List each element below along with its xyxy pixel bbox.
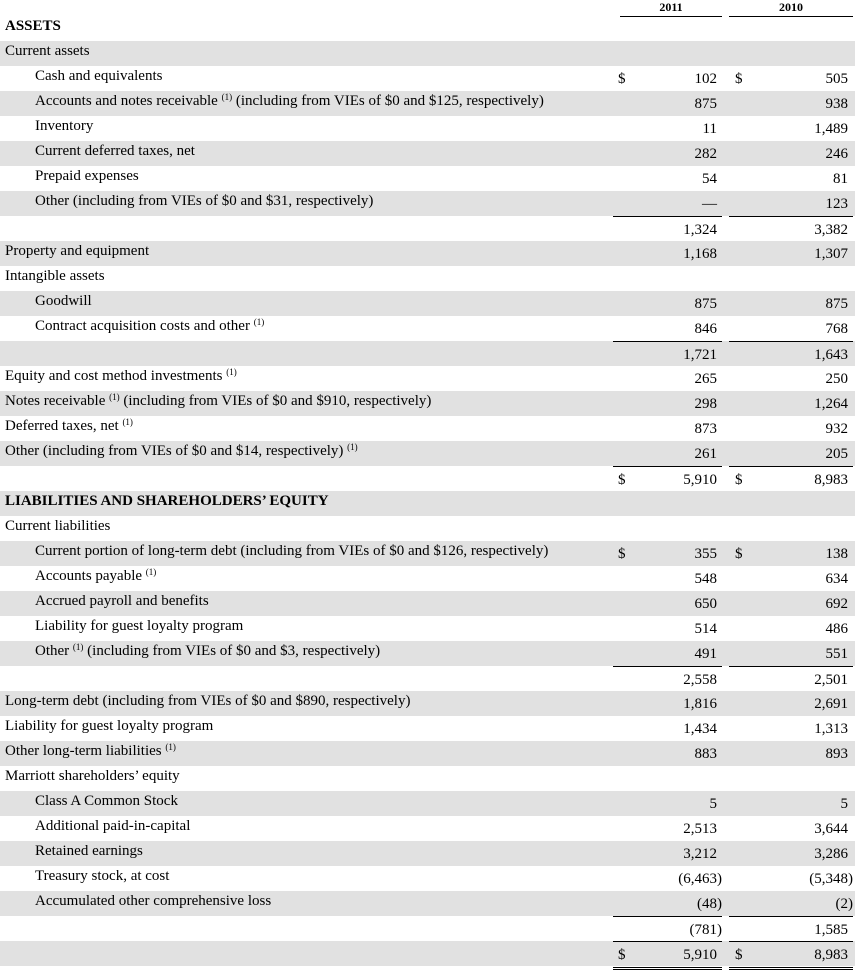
line-label: [35, 643, 380, 660]
line-item-contract-acquisition-costs-and-other: [0, 316, 855, 341]
label-text: Liability for guest loyalty program: [35, 618, 244, 634]
amount-cell-2010: [729, 541, 853, 566]
amount-value: 2,513: [683, 821, 717, 837]
line-item-other-including-from-vies-of-0-and-14-respectively: [0, 441, 855, 466]
amount-value: 768: [825, 321, 848, 337]
line-item-total: [0, 466, 855, 491]
section-heading-liabilities-and-shareholders-equity: [0, 491, 855, 516]
amount-value: 3,644: [814, 821, 848, 837]
label-text: Retained earnings: [35, 843, 143, 859]
label-text: Class A Common Stock: [35, 793, 178, 809]
label-text: Accumulated other comprehensive loss: [35, 893, 272, 909]
line-label: [5, 43, 90, 60]
amount-cell-2011: [613, 416, 722, 441]
amount-value: 1,721: [683, 347, 717, 363]
amount-cell-2010: [729, 191, 853, 216]
amount-cell-2010: [729, 716, 853, 741]
footnote-marker: (1): [253, 317, 265, 327]
line-label: [35, 193, 373, 210]
amount-cell-2011: [613, 166, 722, 191]
line-item-accounts-payable: [0, 566, 855, 591]
amount-value: 846: [694, 321, 717, 337]
line-label: [35, 868, 169, 885]
line-item-long-term-debt-including-from-vies-of-0-and-890-respectively: [0, 691, 855, 716]
line-item-cash-and-equivalents: [0, 66, 855, 91]
footnote-marker: (1): [347, 442, 358, 452]
line-item-inventory: [0, 116, 855, 141]
label-text: Current liabilities: [5, 518, 111, 534]
amount-cell-2010: [729, 841, 853, 866]
label-text: Inventory: [35, 118, 94, 134]
line-item-liability-for-guest-loyalty-program: [0, 616, 855, 641]
amount-cell-2011: [613, 916, 722, 942]
amount-cell-2011: [613, 116, 722, 141]
amount-cell-2011: [613, 91, 722, 116]
amount-value: 883: [694, 746, 717, 762]
line-label: [35, 893, 271, 910]
line-label: [35, 843, 143, 860]
amount-value: 938: [825, 96, 848, 112]
line-item-property-and-equipment: [0, 241, 855, 266]
footnote-marker: (1): [122, 417, 133, 427]
amount-value: 692: [825, 596, 848, 612]
line-label: [5, 443, 358, 460]
amount-value: 205: [825, 446, 848, 462]
label-text: Marriott shareholders’ equity: [5, 768, 180, 784]
amount-cell-2010: [729, 916, 853, 942]
amount-value: 246: [825, 146, 848, 162]
amount-cell-2010: [729, 641, 853, 666]
amount-value: 932: [825, 421, 848, 437]
amount-cell-2010: [729, 166, 853, 191]
amount-cell-2010: [729, 666, 853, 692]
line-label: [35, 793, 178, 810]
amount-cell-2010: [729, 791, 853, 816]
amount-value: 265: [694, 371, 717, 387]
amount-value: 5: [709, 796, 717, 812]
label-text: Current portion of long-term debt (including from VIEs of $0 and $126, respectively): [35, 543, 549, 559]
label-text: Other long-term liabilities: [5, 743, 162, 759]
amount-value: 548: [694, 571, 717, 587]
amount-value: 138: [825, 546, 848, 562]
line-label: [5, 693, 410, 710]
line-item-deferred-taxes-net: [0, 416, 855, 441]
line-item-accrued-payroll-and-benefits: [0, 591, 855, 616]
footnote-marker: (1): [226, 367, 237, 377]
statement-rows: [0, 16, 855, 966]
label-suffix: (including from VIEs of $0 and $3, respectively): [87, 643, 381, 659]
label-suffix: (including from VIEs of $0 and $125, respectively): [235, 93, 544, 109]
amount-value: 11: [702, 121, 717, 137]
line-item-current-assets: [0, 41, 855, 66]
amount-value: 3,212: [683, 846, 717, 862]
amount-value: 634: [825, 571, 848, 587]
amount-value: 1,434: [683, 721, 717, 737]
amount-cell-2011: [613, 791, 722, 816]
line-item-prepaid-expenses: [0, 166, 855, 191]
amount-cell-2010: [729, 891, 853, 916]
amount-value: 1,264: [814, 396, 848, 412]
currency-symbol: $: [735, 71, 743, 87]
amount-cell-2011: [613, 741, 722, 766]
amount-cell-2011: [613, 191, 722, 216]
label-text: Other: [35, 643, 70, 659]
amount-cell-2011: [613, 391, 722, 416]
column-header-2010: 2010: [729, 0, 853, 17]
line-label: [35, 68, 162, 85]
amount-cell-2011: [613, 216, 722, 242]
amount-cell-2011: [613, 441, 722, 466]
amount-value: 298: [694, 396, 717, 412]
line-item-treasury-stock-at-cost: [0, 866, 855, 891]
line-item-additional-paid-in-capital: [0, 816, 855, 841]
amount-cell-2010: [729, 66, 853, 91]
label-text: Long-term debt (including from VIEs of $0 and $890, respectively): [5, 693, 411, 709]
line-label: [5, 18, 61, 35]
amount-value: 1,489: [814, 121, 848, 137]
label-text: Accrued payroll and benefits: [35, 593, 209, 609]
line-item-current-liabilities: [0, 516, 855, 541]
footnote-marker: (1): [165, 742, 176, 752]
amount-cell-2010: [729, 616, 853, 641]
footnote-marker: (1): [145, 567, 157, 577]
amount-value: 1,585: [814, 922, 848, 938]
amount-value: (781): [689, 922, 722, 938]
amount-cell-2010: [729, 816, 853, 841]
label-text: Other (including from VIEs of $0 and $14, respectively): [5, 443, 344, 459]
amount-cell-2011: [613, 891, 722, 916]
footnote-marker: (1): [72, 642, 84, 652]
amount-cell-2011: [613, 591, 722, 616]
amount-cell-2011: [613, 366, 722, 391]
amount-cell-2011: [613, 316, 722, 341]
amount-value: 875: [825, 296, 848, 312]
amount-cell-2010: [729, 316, 853, 341]
line-item-marriott-shareholders-equity: [0, 766, 855, 791]
amount-value: 250: [825, 371, 848, 387]
amount-value: 3,286: [814, 846, 848, 862]
currency-symbol: $: [618, 71, 626, 87]
line-item-total: [0, 666, 855, 691]
amount-value: 2,558: [683, 672, 717, 688]
label-text: Liability for guest loyalty program: [5, 718, 214, 734]
label-text: Property and equipment: [5, 243, 150, 259]
amount-cell-2010: [729, 416, 853, 441]
amount-value: (5,348): [809, 871, 853, 887]
amount-cell-2011: [613, 641, 722, 666]
amount-cell-2010: [729, 216, 853, 242]
amount-value: 5,910: [683, 472, 717, 488]
line-item-current-portion-of-long-term-debt-including-from-vies-of-0-and-126-respectively: [0, 541, 855, 566]
line-item-other: [0, 641, 855, 666]
amount-value: 102: [694, 71, 717, 87]
amount-value: 8,983: [814, 947, 848, 963]
amount-cell-2011: [613, 691, 722, 716]
line-label: [5, 743, 176, 760]
line-item-class-a-common-stock: [0, 791, 855, 816]
line-item-liability-for-guest-loyalty-program: [0, 716, 855, 741]
amount-value: 1,168: [683, 246, 717, 262]
amount-cell-2010: [729, 591, 853, 616]
amount-value: 8,983: [814, 472, 848, 488]
amount-cell-2010: [729, 866, 853, 891]
line-item-accounts-and-notes-receivable: [0, 91, 855, 116]
label-text: ASSETS: [5, 18, 61, 34]
currency-symbol: $: [618, 472, 626, 488]
amount-cell-2011: [613, 341, 722, 367]
line-label: [5, 718, 213, 735]
amount-value: 505: [825, 71, 848, 87]
line-label: [35, 318, 264, 335]
amount-cell-2011: [613, 541, 722, 566]
line-label: [5, 368, 237, 385]
currency-symbol: $: [735, 546, 743, 562]
footnote-marker: (1): [221, 92, 233, 102]
line-label: [35, 618, 243, 635]
amount-value: 81: [833, 171, 848, 187]
line-label: [35, 568, 156, 585]
line-label: [5, 418, 133, 435]
line-item-other-including-from-vies-of-0-and-31-respectively: [0, 191, 855, 216]
amount-value: 491: [694, 646, 717, 662]
line-label: [5, 393, 431, 410]
amount-cell-2010: [729, 941, 853, 970]
line-label: [35, 293, 92, 310]
amount-value: (6,463): [678, 871, 722, 887]
currency-symbol: $: [618, 947, 626, 963]
amount-value: 1,313: [814, 721, 848, 737]
amount-cell-2010: [729, 566, 853, 591]
label-text: Equity and cost method investments: [5, 368, 223, 384]
amount-value: 5: [840, 796, 848, 812]
line-label: [5, 768, 180, 785]
line-label: [5, 268, 105, 285]
label-text: Intangible assets: [5, 268, 105, 284]
label-suffix: (including from VIEs of $0 and $910, respectively): [123, 393, 432, 409]
amount-value: 875: [694, 96, 717, 112]
line-label: [5, 518, 110, 535]
amount-value: (48): [697, 896, 722, 912]
label-text: Notes receivable: [5, 393, 106, 409]
label-text: Prepaid expenses: [35, 168, 139, 184]
amount-cell-2010: [729, 141, 853, 166]
amount-value: 5,910: [683, 947, 717, 963]
amount-value: 1,324: [683, 222, 717, 238]
amount-cell-2010: [729, 91, 853, 116]
line-item-total: [0, 216, 855, 241]
line-label: [35, 118, 93, 135]
label-text: Accounts and notes receivable: [35, 93, 218, 109]
amount-cell-2010: [729, 366, 853, 391]
amount-cell-2011: [613, 291, 722, 316]
label-text: Deferred taxes, net: [5, 418, 119, 434]
label-text: Goodwill: [35, 293, 92, 309]
amount-cell-2011: [613, 66, 722, 91]
amount-value: (2): [835, 896, 853, 912]
line-item-total: [0, 916, 855, 941]
line-item-other-long-term-liabilities: [0, 741, 855, 766]
amount-value: 1,307: [814, 246, 848, 262]
line-item-goodwill: [0, 291, 855, 316]
label-text: LIABILITIES AND SHAREHOLDERS’ EQUITY: [5, 493, 329, 509]
line-item-total: [0, 941, 855, 966]
line-label: [35, 143, 195, 160]
amount-value: 355: [694, 546, 717, 562]
amount-cell-2011: [613, 566, 722, 591]
amount-value: 875: [694, 296, 717, 312]
line-item-equity-and-cost-method-investments: [0, 366, 855, 391]
column-header-2011: 2011: [620, 0, 722, 17]
amount-cell-2010: [729, 741, 853, 766]
amount-cell-2011: [613, 616, 722, 641]
amount-cell-2010: [729, 241, 853, 266]
label-text: Cash and equivalents: [35, 68, 163, 84]
amount-value: 551: [825, 646, 848, 662]
line-label: [5, 243, 149, 260]
line-label: [35, 543, 548, 560]
currency-symbol: $: [618, 546, 626, 562]
label-text: Current assets: [5, 43, 90, 59]
amount-cell-2010: [729, 116, 853, 141]
footnote-marker: (1): [109, 392, 120, 402]
amount-cell-2011: [613, 941, 722, 970]
amount-cell-2011: [613, 241, 722, 266]
amount-value: —: [702, 196, 717, 212]
amount-cell-2011: [613, 841, 722, 866]
line-item-intangible-assets: [0, 266, 855, 291]
label-text: Additional paid-in-capital: [35, 818, 191, 834]
amount-value: 1,816: [683, 696, 717, 712]
amount-cell-2011: [613, 666, 722, 692]
amount-cell-2011: [613, 716, 722, 741]
amount-value: 2,501: [814, 672, 848, 688]
amount-cell-2010: [729, 391, 853, 416]
amount-cell-2011: [613, 866, 722, 891]
amount-value: 514: [694, 621, 717, 637]
amount-value: 1,643: [814, 347, 848, 363]
line-item-current-deferred-taxes-net: [0, 141, 855, 166]
amount-value: 282: [694, 146, 717, 162]
label-text: Accounts payable: [35, 568, 143, 584]
line-label: [35, 818, 190, 835]
amount-value: 486: [825, 621, 848, 637]
label-text: Contract acquisition costs and other: [35, 318, 250, 334]
amount-cell-2011: [613, 816, 722, 841]
line-item-notes-receivable: [0, 391, 855, 416]
amount-value: 54: [702, 171, 717, 187]
line-label: [5, 493, 329, 510]
amount-value: 2,691: [814, 696, 848, 712]
line-label: [35, 168, 139, 185]
amount-cell-2010: [729, 691, 853, 716]
currency-symbol: $: [735, 472, 743, 488]
currency-symbol: $: [735, 947, 743, 963]
line-item-retained-earnings: [0, 841, 855, 866]
amount-value: 873: [694, 421, 717, 437]
label-text: Current deferred taxes, net: [35, 143, 195, 159]
amount-cell-2011: [613, 141, 722, 166]
amount-cell-2010: [729, 341, 853, 367]
line-item-total: [0, 341, 855, 366]
line-item-accumulated-other-comprehensive-loss: [0, 891, 855, 916]
line-label: [35, 593, 209, 610]
amount-value: 650: [694, 596, 717, 612]
label-text: Treasury stock, at cost: [35, 868, 170, 884]
amount-cell-2010: [729, 441, 853, 466]
amount-value: 261: [694, 446, 717, 462]
line-label: [35, 93, 544, 110]
amount-cell-2010: [729, 291, 853, 316]
amount-value: 123: [825, 196, 848, 212]
section-heading-assets: [0, 16, 855, 41]
amount-value: 893: [825, 746, 848, 762]
label-text: Other (including from VIEs of $0 and $31, respectively): [35, 193, 374, 209]
amount-value: 3,382: [814, 222, 848, 238]
